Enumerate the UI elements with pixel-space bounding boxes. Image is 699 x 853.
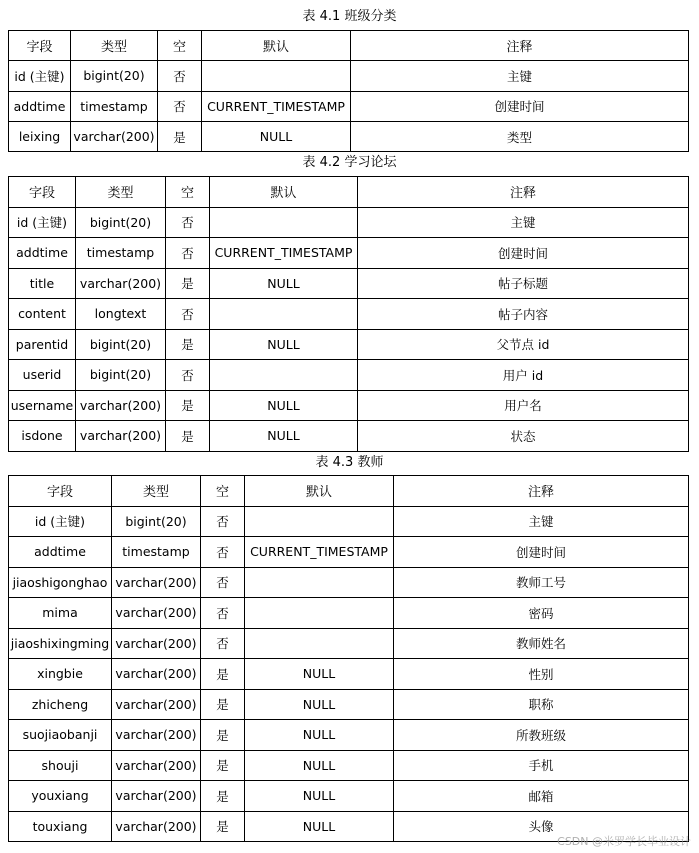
type-cell: varchar(200): [112, 781, 201, 812]
type-cell: bigint(20): [112, 506, 201, 537]
table-row: [9, 781, 689, 812]
default-cell: [245, 628, 394, 659]
nullable-cell: 否: [201, 537, 245, 568]
default-cell: [245, 506, 394, 537]
default-cell: NULL: [210, 329, 358, 360]
column-header: 空: [158, 31, 202, 61]
table-row: [9, 238, 689, 269]
field-cell: jiaoshigonghao: [9, 567, 112, 598]
nullable-cell: 是: [158, 121, 202, 151]
nullable-cell: 是: [166, 329, 210, 360]
nullable-cell: 是: [201, 659, 245, 690]
comment-cell: 帖子内容: [358, 299, 689, 330]
table-row: [9, 121, 689, 151]
comment-cell: 创建时间: [358, 238, 689, 269]
nullable-cell: 否: [166, 360, 210, 391]
table-row: [9, 567, 689, 598]
table-row: [9, 628, 689, 659]
table-caption: 表 4.2 学习论坛: [302, 155, 397, 170]
field-cell: leixing: [9, 121, 71, 151]
table-row: [9, 299, 689, 330]
column-header: 默认: [202, 31, 351, 61]
comment-cell: 父节点 id: [358, 329, 689, 360]
field-cell: youxiang: [9, 781, 112, 812]
comment-cell: 用户 id: [358, 360, 689, 391]
type-cell: varchar(200): [71, 121, 158, 151]
field-cell: xingbie: [9, 659, 112, 690]
nullable-cell: 是: [201, 720, 245, 751]
nullable-cell: 否: [158, 61, 202, 91]
comment-cell: 所教班级: [394, 720, 689, 751]
type-cell: timestamp: [76, 238, 166, 269]
table-row: [9, 421, 689, 452]
comment-cell: 头像: [394, 811, 689, 842]
column-header: 注释: [358, 177, 689, 208]
table-header-row: [9, 476, 689, 507]
comment-cell: 主键: [351, 61, 689, 91]
nullable-cell: 是: [166, 421, 210, 452]
table-caption: 表 4.3 教师: [315, 455, 384, 470]
table-row: [9, 720, 689, 751]
default-cell: [245, 598, 394, 629]
nullable-cell: 否: [201, 567, 245, 598]
table-body: [9, 506, 689, 842]
field-cell: suojiaobanji: [9, 720, 112, 751]
default-cell: NULL: [245, 750, 394, 781]
field-cell: zhicheng: [9, 689, 112, 720]
default-cell: NULL: [210, 268, 358, 299]
field-cell: id (主键): [9, 207, 76, 238]
comment-cell: 创建时间: [394, 537, 689, 568]
nullable-cell: 是: [166, 268, 210, 299]
comment-cell: 主键: [358, 207, 689, 238]
type-cell: varchar(200): [76, 268, 166, 299]
comment-cell: 职称: [394, 689, 689, 720]
field-cell: mima: [9, 598, 112, 629]
table-row: [9, 207, 689, 238]
type-cell: bigint(20): [71, 61, 158, 91]
default-cell: [202, 61, 351, 91]
table-row: [9, 268, 689, 299]
default-cell: CURRENT_TIMESTAMP: [245, 537, 394, 568]
table-body: [9, 61, 689, 152]
table-caption: 表 4.1 班级分类: [302, 9, 397, 24]
table-row: [9, 537, 689, 568]
type-cell: varchar(200): [112, 811, 201, 842]
field-cell: addtime: [9, 537, 112, 568]
comment-cell: 类型: [351, 121, 689, 151]
comment-cell: 状态: [358, 421, 689, 452]
default-cell: [245, 567, 394, 598]
column-header: 类型: [76, 177, 166, 208]
type-cell: bigint(20): [76, 207, 166, 238]
table-row: [9, 91, 689, 121]
type-cell: varchar(200): [112, 720, 201, 751]
nullable-cell: 否: [201, 598, 245, 629]
field-cell: content: [9, 299, 76, 330]
type-cell: longtext: [76, 299, 166, 330]
column-header: 注释: [394, 476, 689, 507]
nullable-cell: 是: [166, 390, 210, 421]
nullable-cell: 否: [201, 628, 245, 659]
field-cell: touxiang: [9, 811, 112, 842]
type-cell: timestamp: [112, 537, 201, 568]
table-body: [9, 207, 689, 451]
default-cell: NULL: [245, 781, 394, 812]
column-header: 注释: [351, 31, 689, 61]
field-cell: parentid: [9, 329, 76, 360]
comment-cell: 邮箱: [394, 781, 689, 812]
type-cell: varchar(200): [112, 628, 201, 659]
comment-cell: 教师工号: [394, 567, 689, 598]
watermark: CSDN @米罗学长毕业设计: [557, 835, 691, 848]
nullable-cell: 是: [201, 689, 245, 720]
nullable-cell: 否: [166, 299, 210, 330]
type-cell: timestamp: [71, 91, 158, 121]
default-cell: NULL: [245, 720, 394, 751]
default-cell: NULL: [210, 390, 358, 421]
column-header: 类型: [112, 476, 201, 507]
type-cell: varchar(200): [112, 750, 201, 781]
default-cell: NULL: [202, 121, 351, 151]
nullable-cell: 是: [201, 811, 245, 842]
column-header: 默认: [245, 476, 394, 507]
field-cell: userid: [9, 360, 76, 391]
table-row: [9, 360, 689, 391]
field-cell: shouji: [9, 750, 112, 781]
comment-cell: 帖子标题: [358, 268, 689, 299]
comment-cell: 创建时间: [351, 91, 689, 121]
column-header: 字段: [9, 177, 76, 208]
type-cell: bigint(20): [76, 360, 166, 391]
type-cell: varchar(200): [112, 689, 201, 720]
field-cell: isdone: [9, 421, 76, 452]
nullable-cell: 是: [201, 781, 245, 812]
comment-cell: 手机: [394, 750, 689, 781]
type-cell: varchar(200): [112, 567, 201, 598]
field-cell: addtime: [9, 238, 76, 269]
table-row: [9, 659, 689, 690]
type-cell: varchar(200): [76, 390, 166, 421]
column-header: 空: [166, 177, 210, 208]
table-row: [9, 61, 689, 91]
table-row: [9, 329, 689, 360]
type-cell: varchar(200): [112, 659, 201, 690]
field-cell: id (主键): [9, 506, 112, 537]
field-cell: title: [9, 268, 76, 299]
column-header: 类型: [71, 31, 158, 61]
table-row: [9, 506, 689, 537]
type-cell: varchar(200): [112, 598, 201, 629]
column-header: 字段: [9, 476, 112, 507]
comment-cell: 密码: [394, 598, 689, 629]
nullable-cell: 否: [166, 207, 210, 238]
table-row: [9, 689, 689, 720]
comment-cell: 用户名: [358, 390, 689, 421]
type-cell: varchar(200): [76, 421, 166, 452]
nullable-cell: 否: [158, 91, 202, 121]
default-cell: NULL: [245, 659, 394, 690]
default-cell: CURRENT_TIMESTAMP: [202, 91, 351, 121]
nullable-cell: 是: [201, 750, 245, 781]
table-row: [9, 390, 689, 421]
comment-cell: 教师姓名: [394, 628, 689, 659]
comment-cell: 性别: [394, 659, 689, 690]
field-cell: jiaoshixingming: [9, 628, 112, 659]
default-cell: [210, 207, 358, 238]
data-table: [8, 30, 689, 152]
nullable-cell: 否: [201, 506, 245, 537]
field-cell: addtime: [9, 91, 71, 121]
table-row: [9, 598, 689, 629]
column-header: 默认: [210, 177, 358, 208]
default-cell: NULL: [210, 421, 358, 452]
default-cell: [210, 299, 358, 330]
type-cell: bigint(20): [76, 329, 166, 360]
table-header-row: [9, 31, 689, 61]
nullable-cell: 否: [166, 238, 210, 269]
comment-cell: 主键: [394, 506, 689, 537]
data-table: [8, 475, 689, 842]
column-header: 字段: [9, 31, 71, 61]
field-cell: id (主键): [9, 61, 71, 91]
table-header-row: [9, 177, 689, 208]
column-header: 空: [201, 476, 245, 507]
table-row: [9, 750, 689, 781]
field-cell: username: [9, 390, 76, 421]
default-cell: [210, 360, 358, 391]
default-cell: NULL: [245, 689, 394, 720]
data-table: [8, 176, 689, 452]
default-cell: NULL: [245, 811, 394, 842]
default-cell: CURRENT_TIMESTAMP: [210, 238, 358, 269]
